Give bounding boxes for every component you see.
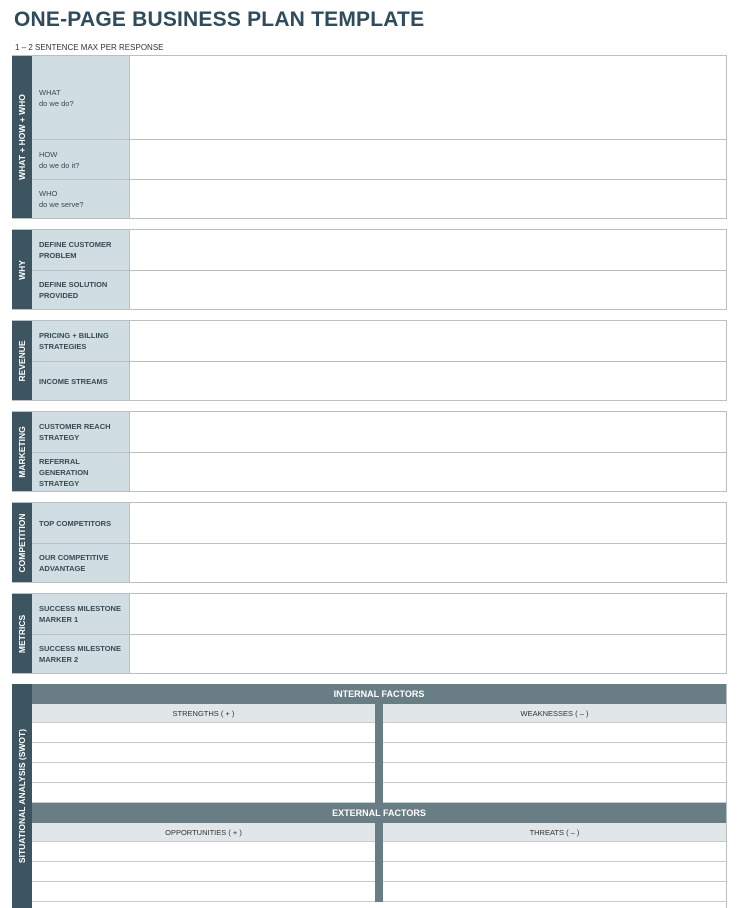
plan-row [32, 543, 726, 582]
threat-cell[interactable] [383, 842, 726, 862]
row-label: INCOME STREAMS [32, 362, 130, 400]
row-label: WHAT do we do? [32, 56, 130, 139]
section-title: METRICS [17, 614, 27, 653]
competitive-advantage-input[interactable] [130, 544, 726, 582]
who-input[interactable] [130, 180, 726, 218]
customer-problem-input[interactable] [130, 230, 726, 270]
section-sidebar [12, 321, 32, 400]
strength-cell[interactable] [32, 723, 375, 743]
milestone-1-input[interactable] [130, 594, 726, 634]
section-competition [12, 502, 727, 583]
section-why [12, 229, 727, 310]
column-divider [375, 704, 383, 723]
section-title: WHAT + HOW + WHO [17, 94, 27, 180]
plan-row [32, 179, 726, 218]
section-sidebar [12, 684, 32, 908]
section-title: SITUATIONAL ANALYSIS (SWOT) [17, 728, 27, 864]
column-divider [375, 723, 383, 803]
section-sidebar [12, 412, 32, 491]
strength-cell[interactable] [32, 763, 375, 783]
section-title: WHY [17, 259, 27, 280]
plan-row [32, 321, 726, 361]
weakness-cell[interactable] [383, 783, 726, 803]
external-factors-header: EXTERNAL FACTORS [32, 803, 726, 823]
column-divider [375, 842, 383, 902]
internal-cells [32, 723, 726, 803]
plan-row [32, 594, 726, 634]
strength-cell[interactable] [32, 783, 375, 803]
plan-row [32, 230, 726, 270]
weaknesses-header: WEAKNESSES ( – ) [383, 704, 726, 723]
plan-row [32, 412, 726, 452]
solution-input[interactable] [130, 271, 726, 309]
column-divider [375, 823, 383, 842]
internal-factors-header: INTERNAL FACTORS [32, 684, 726, 704]
section-sidebar [12, 503, 32, 582]
opportunity-cell[interactable] [32, 842, 375, 862]
row-label: TOP COMPETITORS [32, 503, 130, 543]
threat-cell[interactable] [383, 862, 726, 882]
row-label: DEFINE CUSTOMER PROBLEM [32, 230, 130, 270]
row-label: HOW do we do it? [32, 140, 130, 179]
plan-row [32, 503, 726, 543]
opportunity-cell[interactable] [32, 862, 375, 882]
row-label: DEFINE SOLUTION PROVIDED [32, 271, 130, 309]
strength-cell[interactable] [32, 743, 375, 763]
plan-row [32, 270, 726, 309]
milestone-2-input[interactable] [130, 635, 726, 673]
section-what-how-who [12, 55, 727, 219]
row-label: WHO do we serve? [32, 180, 130, 218]
competitors-input[interactable] [130, 503, 726, 543]
threat-cell[interactable] [383, 882, 726, 902]
section-sidebar [12, 594, 32, 673]
page-title: ONE-PAGE BUSINESS PLAN TEMPLATE [14, 8, 425, 31]
what-input[interactable] [130, 56, 726, 139]
threats-header: THREATS ( – ) [383, 823, 726, 842]
page-subtitle: 1 – 2 SENTENCE MAX PER RESPONSE [15, 43, 164, 52]
swot-grid [32, 684, 727, 908]
swot-section [12, 684, 727, 908]
section-marketing [12, 411, 727, 492]
plan-row [32, 452, 726, 491]
weakness-cell[interactable] [383, 723, 726, 743]
plan-row [32, 634, 726, 673]
plan-row [32, 139, 726, 179]
plan-row [32, 361, 726, 400]
row-label: REFERRAL GENERATION STRATEGY [32, 453, 130, 491]
row-label: SUCCESS MILESTONE MARKER 1 [32, 594, 130, 634]
row-label: OUR COMPETITIVE ADVANTAGE [32, 544, 130, 582]
strengths-header: STRENGTHS ( + ) [32, 704, 375, 723]
referral-input[interactable] [130, 453, 726, 491]
weakness-cell[interactable] [383, 743, 726, 763]
row-label: PRICING + BILLING STRATEGIES [32, 321, 130, 361]
external-column-headers [32, 823, 726, 842]
external-cells [32, 842, 726, 902]
section-title: COMPETITION [17, 512, 27, 573]
how-input[interactable] [130, 140, 726, 179]
customer-reach-input[interactable] [130, 412, 726, 452]
internal-column-headers [32, 704, 726, 723]
section-metrics [12, 593, 727, 674]
row-label: CUSTOMER REACH STRATEGY [32, 412, 130, 452]
section-sidebar [12, 230, 32, 309]
section-revenue [12, 320, 727, 401]
pricing-input[interactable] [130, 321, 726, 361]
section-title: MARKETING [17, 425, 27, 478]
opportunities-header: OPPORTUNITIES ( + ) [32, 823, 375, 842]
section-title: REVENUE [17, 339, 27, 382]
section-sidebar [12, 56, 32, 218]
weakness-cell[interactable] [383, 763, 726, 783]
opportunity-cell[interactable] [32, 882, 375, 902]
plan-row [32, 56, 726, 139]
row-label: SUCCESS MILESTONE MARKER 2 [32, 635, 130, 673]
income-streams-input[interactable] [130, 362, 726, 400]
